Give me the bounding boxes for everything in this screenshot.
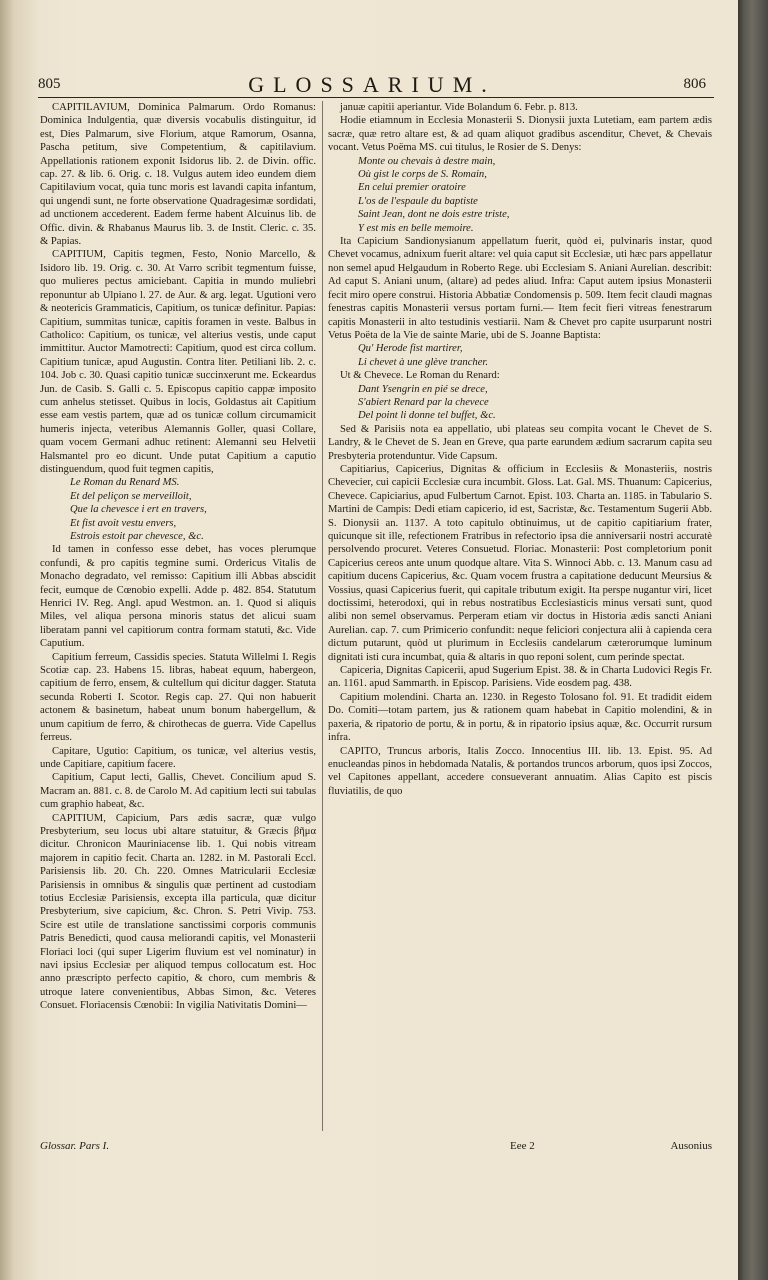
verse-line: Que la chevesce i ert en travers,	[70, 504, 207, 516]
entry-paragraph: CAPITIUM, Capicium, Pars ædis sacræ, quæ vulgo Presbyterium, seu locus ubi altare statuitur, & Græcis βῆμα dicitur. Chronicon Mauriniacense lib. 1. Qui nobis vitream majorem in capitio fecit. Charta an. 1282. in M. Pastorali Eccl. Parisiensis lib. 20. Ch. 220. Omnes Matricularii Ecclesiæ Parisiensis in omnibus & singulis quæ pertinent ad custodiam totius Ecclesiæ Parisiensis, excepta illa particula, quæ dicitur Presbyterium, sive capicium, &c. Chron. S. Petri Vivip. 753. Scire est utile de translatione sanctissimi corporis communis Patris Benedicti, quod causa meliorandi capitis, vel Monasterii Floriaci loci (qui super Ligerim fluvium est vel nominatur) in navi ipsius Ecclesiæ per aliquod tempus collocatum est. Hoc anno præscripto perfecto capitio, & choro, cum membris & utroque latere convenientibus, Abbas Simon, &c. Veteres Consuet. Floriacensis Cœnobii: In vigilia Nativitatis Domini—	[40, 812, 316, 1012]
verse-line: Le Roman du Renard MS.	[70, 477, 180, 489]
running-header	[30, 72, 714, 98]
catchword: Ausonius	[670, 1140, 712, 1152]
entry-paragraph: CAPITILAVIUM, Dominica Palmarum. Ordo Romanus: Dominica Indulgentia, quæ diversis vocabulis distinguitur, id est, Dies Palmarum, sive Florium, atque Ramorum, Osanna, Pascha petitum, sive Competentium, & capitilavium. Appellationis rationem exponit Isidorus lib. 2. de Divin. offic. cap. 27. & lib. 6. Orig. c. 18. Vulgus autem ideo eundem diem Capitilavium vocat, quia tunc moris est lavandi capita infantum, qui ungendi sunt, ne forte observatione Quadragesimæ sordidati, ad unctionem accederent. Eadem ferme habent Alcuinus lib. de Offic. divin. & Rhabanus Maurus lib. 3. de Instit. Cleric. c. 35. & Papias.	[40, 102, 316, 248]
entry-paragraph: Capitiarius, Capicerius, Dignitas & officium in Ecclesiis & Monasteriis, nostris Chevecier, cui capicii Ecclesiæ cura incumbit. Gloss. Lat. Gal. MS. Thuanum: Capicerius, Chevece. Capiciarius, apud Fulbertum Carnot. Epist. 103. Charta an. 1185. in Tabulario S. Martini de Campis: Dedi etiam capicerio, id est, Sacristæ, &c. Testamentum Sugerii Abb. S. Dionysii an. 1137. A toto capitulo obtinuimus, ut de capitio capitiarium frater, quicunque sit ille, refectionem Fratribus in refectorio ipsa die anniversarii nostri accuratè persolvendo procuret. Veteres Consuetud. Floriac. Monasterii: Post completorium ponit Capicerius cereos ante unum quodque altare. Vita S. Winnoci Abb. c. 13. Manum casu ad capitium ducens Capicerius, &c. Quam vocem frustra a capitatione deducunt Meursius & Vossius, quasi Capicerius fuerit, qui capitale tributum exigit. Ita perspe nugantur viri, licet doctissimi, heterodoxi, qui in rebus nostratibus Ecclesiasticis minus versati sunt, quod alibi non semel observamus. Perperam etiam vir doctus in Historia ædis sancti Aniani Aurelian. cap. 7. cum Primicerio confundit: neque feliciori conjectura alii à capienda cera dictum putarunt, quòd ut plurimum in Ecclesiis candelarum cæterorumque luminum dignitati isti cura incumbat, quia & altaris in quo reponi solent, cum perinde spectat.	[328, 463, 712, 663]
verse-line: Et fist avoit vestu envers,	[70, 517, 177, 529]
page-footer	[40, 1140, 712, 1170]
entry-paragraph: Capitium ferreum, Cassidis species. Statuta Willelmi I. Regis Scotiæ cap. 23. Habens 15. libras, habeat equum, habergeon, capitium de ferro, ensem, & cultellum qui dicitur dagger. Statuta secunda Roberti I. Scotor. Regis cap. 27. Qui non habuerit actonem & basinetum, habeat unum bonum habergellum, & unum capitium de ferro, & chirothecas de guerra. Vide Capellus ferreus.	[40, 651, 316, 744]
entry-paragraph: Ita Capicium Sandionysianum appellatum fuerit, quòd ei, pulvinaris instar, quod Chevet vocamus, adnixum fuerit altare: vel quia caput sit Ecclesiæ, uti hæc pars appellatur non semel apud Helgaudum in Roberto Rege. ubi Ecclesiam S. Aniani Aurelian. describit: Ad caput S. Aniani unum, (altare) ad pedes aliud. Infra: Caput autem ipsius Monasterii fecit miro opere construi. Historia Abbatiæ Condomensis p. 509. Item fecit claudi magnas fenestras capitis Monasterii versus portam furni.— Item fecit fieri vitreas fenestrarum capitis Monasterii in alto testudinis vestiarii. Nam & Chevet pro capite usurparunt nostri Vetus Poëta de la Vie de sainte Marie, ubi de S. Joanne Baptista:	[328, 236, 712, 341]
entry-paragraph: Sed & Parisiis nota ea appellatio, ubi plateas seu compita vocant le Chevet de S. Landry, & le Chevet de S. Jean en Greve, qua parte earundem ædium sacrarum capita seu Presbyteria protenduntur. Vide Capsum.	[328, 423, 712, 462]
verse-line: Li chevet à une glève trancher.	[358, 356, 489, 368]
running-title: GLOSSARIUM.	[248, 72, 496, 97]
entry-paragraph: Capitare, Ugutio: Capitium, os tunicæ, vel alterius vestis, unde Capitiare, capitium facere.	[40, 745, 316, 770]
entry-paragraph: Ut & Chevece. Le Roman du Renard:	[340, 370, 500, 382]
verse-line: Y est mis en belle memoire.	[358, 222, 474, 234]
right-page-number: 806	[683, 76, 706, 92]
entry-paragraph: Hodie etiamnum in Ecclesia Monasterii S. Dionysii juxta Lutetiam, eam partem ædis sacræ, quæ retro altare est, & ad quam aliquot gradibus ascenditur, Chevet, & Chevais vocant. Vetus Poëma MS. cui titulus, le Rosier de S. Denys:	[328, 115, 712, 154]
entry-paragraph: CAPITO, Truncus arboris, Italis Zocco. Innocentius III. lib. 13. Epist. 95. Ad enucleandas pinos in hebdomada Natalis, & portandos truncos arborum, quos ipsi Zoccos, vel Capitones appellant, accedere consueverant annuatim. Alias Capito est piscis fluviatilis, de quo	[328, 745, 712, 797]
entry-paragraph: Capiceria, Dignitas Capicerii, apud Sugerium Epist. 38. & in Charta Ludovici Regis Fr. an. 1161. apud Sammarth. in Episcop. Parisiens. Vide eosdem pag. 438.	[328, 665, 712, 690]
header-rule	[38, 97, 714, 98]
verse-line: S'abiert Renard par la chevece	[358, 396, 489, 408]
entry-paragraph: januæ capitii aperiantur. Vide Bolandum 6. Febr. p. 813.	[340, 102, 578, 113]
gathering-signature: Eee 2	[510, 1140, 535, 1152]
verse-line: Del point li donne tel buffet, &c.	[358, 410, 496, 422]
entry-paragraph: Id tamen in confesso esse debet, has voces plerumque confundi, & pro capitis tegmine sumi. Ordericus Vitalis de Monacho degradato, vel remisso: Capitium illi Abbas abscidit fecit, eumque de Cœnobio expelli. Adde p. 482. 854. Statutum Henrici IV. Reg. Angl. apud Westmon. an. 1. Quod si aliquis Miles, vel aliqua persona minoris status det alicui suam liberatam panni vel capitiorum contra formam statuti, &c. Vide Caputium.	[40, 544, 316, 650]
verse-line: Saint Jean, dont ne dois estre triste,	[358, 209, 510, 221]
entry-paragraph: CAPITIUM, Capitis tegmen, Festo, Nonio Marcello, & Isidoro lib. 19. Orig. c. 30. At Varro scribit tegmentum fuisse, quo mulieres pectus amiciebant. Capitia in mundo muliebri reponuntur ab Ulpiano l. 27. de Aur. & arg. legat. Ugutioni vero & neotericis Grammaticis, Capitium, os tunicæ definitur. Papias: Capitium, summitas tunicæ, capitis foramen in veste. Balbus in Catholico: Capitium, os tunicæ, vel alterius vestis, unde caput immittitur. Auctor Mamotrecti: Capitium, quod est circa collum. Capitium tunicæ, apud Augustin. Contra liter. Petiliani lib. 2. c. 104. Job c. 30. Quasi capitio tunicæ succinxerunt me. Eckeardus Jun. de Casib. S. Galli c. 5. Episcopus capitio cappæ imposito cum anhelus stetisset. Quibus in locis, Goldastus ait Capitium esse eam vestis partem, quæ ad os tunicæ collum circumamicit humeris injecta, veteribus Alemannis Goller, quasi Collare, quam vocem Germani adhuc retinent: Alemanni seu Helvetii Halsmantel pro eo dicunt. Unde putat Capitium a caputio distinguendum, quod fuit tegmen capitis,	[40, 249, 316, 475]
verse-line: Qu' Herode fist martirer,	[358, 343, 463, 355]
verse-line: Dant Ysengrin en pié se drece,	[358, 383, 488, 395]
verse-line: Monte ou chevais à destre main,	[358, 155, 496, 167]
verse-line: L'os de l'espaule du baptiste	[358, 195, 478, 207]
column-divider	[322, 101, 323, 1131]
entry-paragraph: Capitium molendini. Charta an. 1230. in Regesto Tolosano fol. 91. Et tradidit eidem Do. Comiti—totam partem, jus & rationem quam habebat in Capitio molendini, & in paxeria, & ripatorio de portu, & in portu, & in ripatorio ipsius aquæ, &c. Occurrit rursum infra.	[328, 691, 712, 744]
adjacent-page-edge	[738, 0, 768, 1280]
right-column	[328, 101, 712, 1141]
verse-line: Et del peliçon se merveilloit,	[70, 490, 192, 502]
left-page-number: 805	[38, 76, 61, 92]
verse-line: Estrois estoit par chevesce, &c.	[70, 531, 204, 542]
verse-line: En celui premier oratoire	[358, 182, 466, 194]
entry-paragraph: Capitium, Caput lecti, Gallis, Chevet. Concilium apud S. Macram an. 881. c. 8. de Carolo M. Ad capitium lecti sui tabulas cum graphio habeat, &c.	[40, 772, 316, 811]
signature-mark: Glossar. Pars I.	[40, 1140, 110, 1152]
left-column	[40, 101, 316, 1141]
verse-line: Où gist le corps de S. Romain,	[358, 169, 487, 181]
